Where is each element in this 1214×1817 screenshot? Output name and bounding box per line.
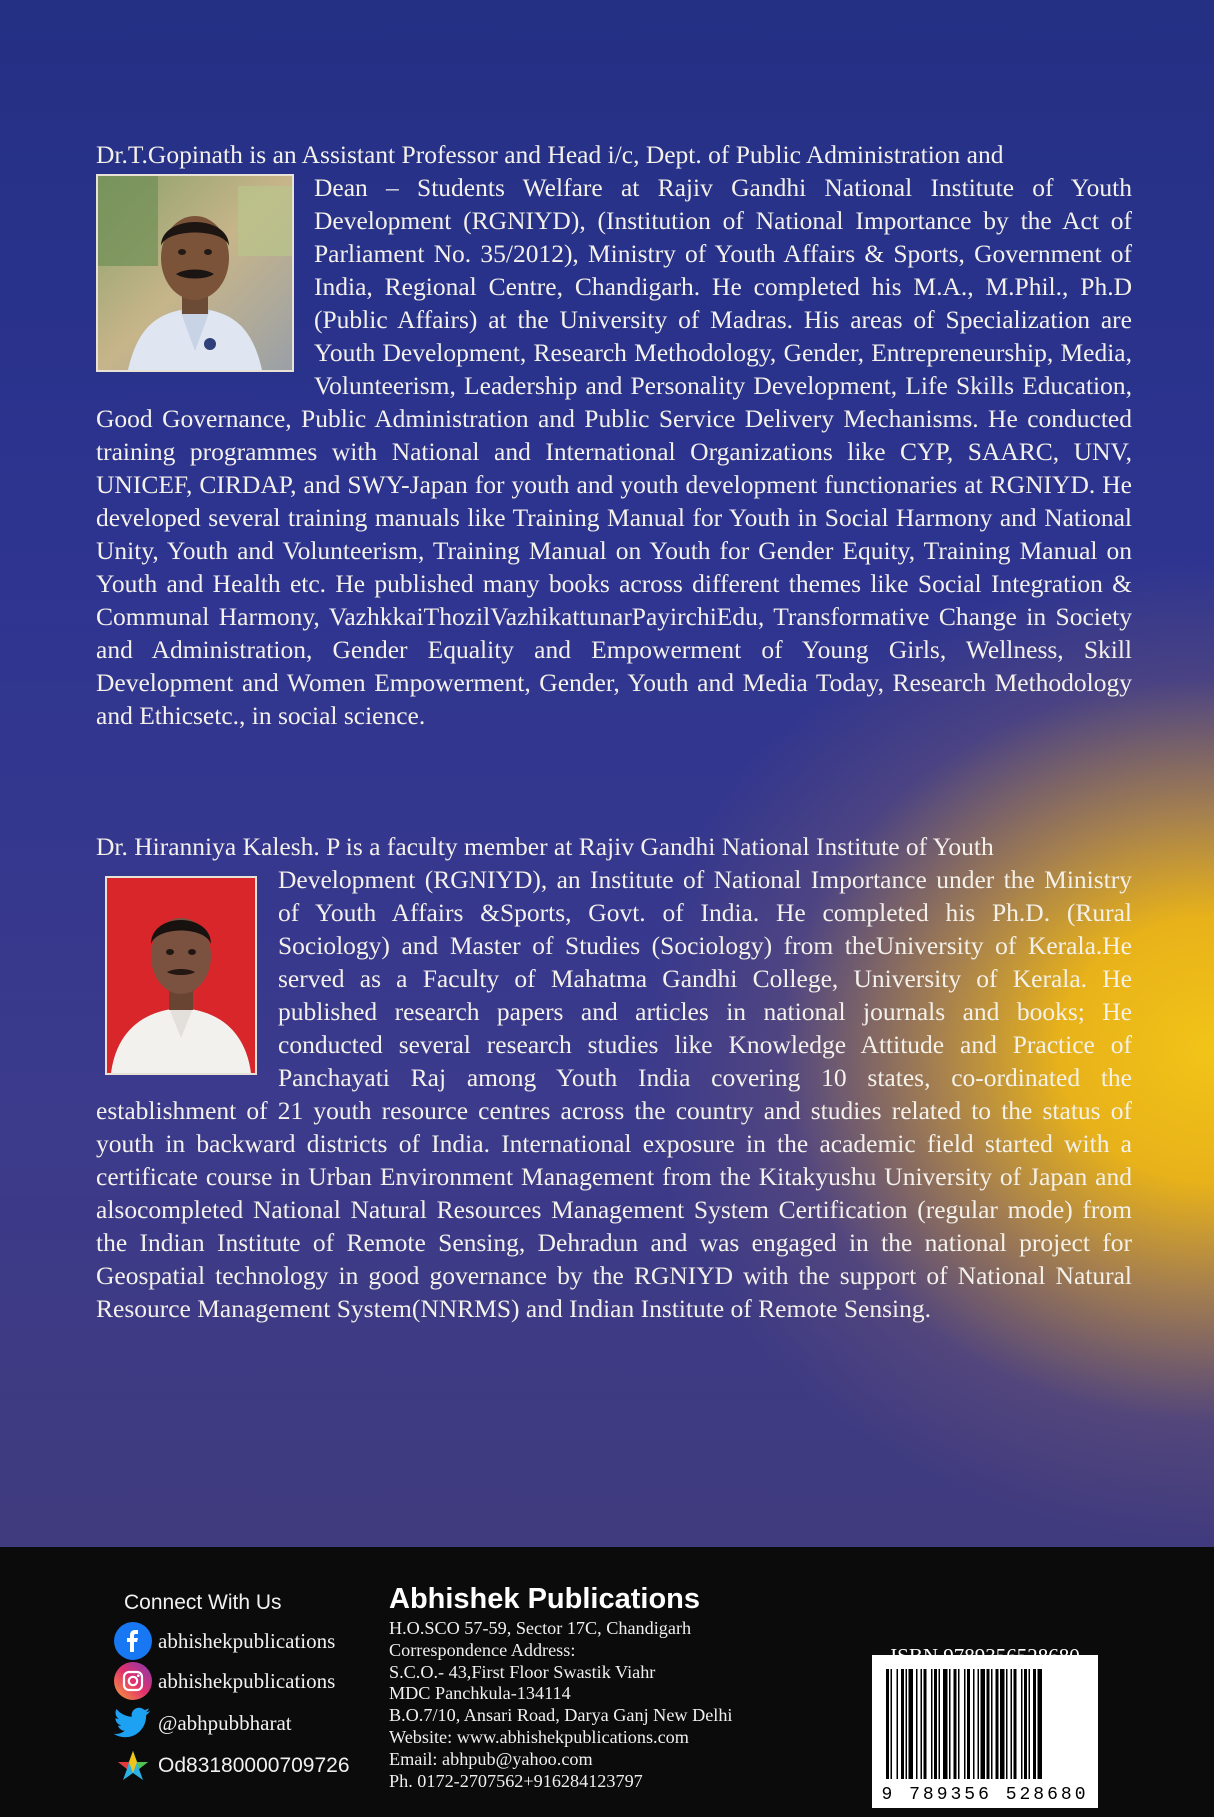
barcode-bar (921, 1669, 923, 1779)
facebook-icon (114, 1622, 152, 1660)
isbn-label: ISBN 9789356528680 (890, 1644, 1080, 1668)
barcode-bar (897, 1669, 899, 1779)
barcode-bar (949, 1669, 951, 1779)
social-handle: abhishekpublications (158, 1628, 336, 1653)
barcode-bar (943, 1669, 948, 1779)
barcode-bar (886, 1669, 889, 1779)
barcode-bar (1006, 1669, 1008, 1779)
barcode-bar (1024, 1669, 1027, 1779)
barcode-bar (967, 1669, 970, 1779)
social-handle: @abhpubbharat (158, 1710, 292, 1735)
barcode-bar (996, 1669, 999, 1779)
barcode-bar (991, 1669, 993, 1779)
barcode-digits: 9 789356 528680 (881, 1785, 1089, 1805)
barcode-bar (906, 1669, 908, 1779)
twitter-icon (114, 1704, 152, 1742)
publisher-name: Abhishek Publications (389, 1583, 700, 1615)
connect-title: Connect With Us (124, 1591, 282, 1614)
barcode-bar (978, 1669, 980, 1779)
instagram-icon (114, 1662, 152, 1700)
address-line: B.O.7/10, Ansari Road, Darya Ganj New Delhi (389, 1705, 733, 1726)
bio-text: Dean – Students Welfare at Rajiv Gandhi National Institute of Youth Development (RGNIYD), (Institution of National Importance by the Act of Parliament No. 35/2012), Ministry of Youth Affairs & Sports, Government of India, Regional Centre, Chandigarh. He completed his M.A., M.Phil., Ph.D (Public Affairs) at the University of Madras. His areas of Specialization are Youth Development, Research Methodology, Gender, Entrepreneurship, Media, Volunteerism, Leadership and Personality Development, Life Skills Education, Good Governance, Public Administration and Public Service Delivery Mechanisms. He conducted training programmes with National and International Organizations like CYP, SAARC, UNV, UNICEF, CIRDAP, and SWY-Japan for youth and youth development functionaries at RGNIYD. He developed several training manuals like Training Manual for Youth in Social Harmony and National Unity, Youth and Volunteerism, Training Manual on Youth for Gender Equity, Training Manual on Youth and Health etc. He published many books across different themes like Social Integration & Communal Harmony, VazhkkaiThozilVazhikattunarPayirchiEdu, Transformative Change in Society and Administration, Gender Equality and Empowerment of Young Girls, Wellness, Skill Development and Women Empowerment, Gender, Youth and Media Today, Research Methodology and Ethicsetc., in social science. (96, 173, 1132, 730)
phone-line: Ph. 0172-2707562+916284123797 (389, 1770, 643, 1791)
barcode-bar (901, 1669, 904, 1779)
barcode-bar (939, 1669, 941, 1779)
barcode-bar (958, 1669, 960, 1779)
isbn-barcode (872, 1655, 1098, 1808)
publisher-address (389, 1618, 732, 1792)
barcode-bar (1000, 1669, 1005, 1779)
barcode-bar (924, 1669, 927, 1779)
author-bio-gopinath (96, 138, 1132, 732)
website-link[interactable]: Website: www.abhishekpublications.com (389, 1726, 689, 1747)
bio-first-line: Dr. Hiranniya Kalesh. P is a faculty member at Rajiv Gandhi National Institute of Youth (96, 832, 994, 861)
address-line: Correspondence Address: (389, 1639, 576, 1660)
barcode-bar (1011, 1669, 1013, 1779)
star-icon (114, 1747, 152, 1785)
social-twitter[interactable] (114, 1704, 292, 1742)
address-line: S.C.O.- 43,First Floor Swastik Viahr (389, 1661, 656, 1682)
barcode-bar (1038, 1669, 1043, 1779)
email-link[interactable]: Email: abhpub@yahoo.com (389, 1748, 593, 1769)
social-instagram[interactable] (114, 1662, 335, 1700)
barcode-bar (964, 1669, 966, 1779)
barcode-bar (1029, 1669, 1031, 1779)
author-photo-gopinath (96, 174, 294, 372)
author-photo-hiranniya (105, 876, 257, 1075)
barcode-bar (1021, 1669, 1023, 1779)
address-line: H.O.SCO 57-59, Sector 17C, Chandigarh (389, 1618, 692, 1638)
social-handle: Od83180000709726 (158, 1754, 350, 1777)
barcode-bar (934, 1669, 937, 1779)
barcode-bar (1014, 1669, 1017, 1779)
bio-text: Development (RGNIYD), an Institute of National Importance under the Ministry of Youth Affairs &Sports, Govt. of India. He completed his Ph.D. (Rural Sociology) and Master of Studies (Sociology) from theUniversity of Kerala.He served as a Faculty of Mahatma Gandhi College, University of Kerala. He published research papers and articles in national journals and books; He conducted several research studies like Knowledge Attitude and Practice of Panchayati Raj among Youth India covering 10 states, co-ordinated the establishment of 21 youth resource centres across the country and studies related to the status of youth in backward districts of India. International exposure in the academic field started with a certificate course in Urban Environment Management from the Kitakyushu University of Japan and alsocompleted National Natural Resources Management System Certification (regular mode) from the Indian Institute of Remote Sensing, Dehradun and was engaged in the national project for Geospatial technology in good governance by the RGNIYD with the support of National Natural Resource Management System(NNRMS) and Indian Institute of Remote Sensing. (96, 865, 1132, 1323)
social-facebook[interactable] (114, 1622, 335, 1660)
barcode-bar (909, 1669, 914, 1779)
barcode-bar (931, 1669, 933, 1779)
footer-bar (0, 1547, 1214, 1817)
address-line: MDC Panchkula-134114 (389, 1683, 571, 1704)
barcode-bar (891, 1669, 893, 1779)
social-other[interactable] (114, 1747, 350, 1785)
barcode-bar (987, 1669, 990, 1779)
barcode-bar (954, 1669, 957, 1779)
barcode-bar (973, 1669, 975, 1779)
author-bio-hiranniya (96, 830, 1132, 1325)
barcode-bar (916, 1669, 918, 1779)
barcode-bar (981, 1669, 986, 1779)
bio-first-line: Dr.T.Gopinath is an Assistant Professor and Head i/c, Dept. of Public Administration and (96, 140, 1004, 169)
social-handle: abhishekpublications (158, 1668, 336, 1693)
barcode-bar (1033, 1669, 1036, 1779)
